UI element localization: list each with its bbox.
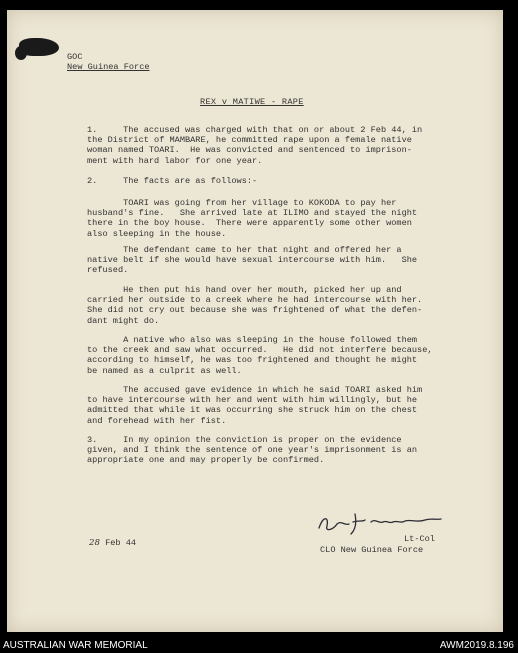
recipient-line-1: GOC <box>67 52 83 62</box>
paragraph-facts-5: The accused gave evidence in which he said TOARI asked him to have intercourse with her and went with him willingly, but he admitted that while it was occurring she struck him on the chest and forehead with her fist. <box>87 385 423 426</box>
archive-institution: AUSTRALIAN WAR MEMORIAL <box>3 640 148 651</box>
date-day-handwritten: 28 <box>89 538 100 548</box>
archive-caption-bar <box>0 638 518 653</box>
signatory-unit: CLO New Guinea Force <box>320 545 424 555</box>
document-title: REX v MATIWE - RAPE <box>200 97 304 107</box>
paragraph-2: 2. The facts are as follows:- <box>87 176 258 186</box>
recipient-address <box>67 52 150 72</box>
date-month-year: Feb 44 <box>99 538 137 548</box>
archive-reference: AWM2019.8.196 <box>439 640 514 651</box>
paragraph-3: 3. In my opinion the conviction is proper on the evidence given, and I think the sentence of one year's imprisonment is an appropriate one and may properly be confirmed. <box>87 435 418 466</box>
paragraph-facts-4: A native who also was sleeping in the house followed them to the creek and saw what occurred. He did not interfere because, according to himself, he was too frightened and thought he might be named as a culprit as well. <box>87 335 433 376</box>
punched-hole-edge <box>15 46 27 60</box>
document-page <box>7 10 503 632</box>
recipient-line-2: New Guinea Force <box>67 62 150 73</box>
signatory-rank: Lt-Col <box>404 534 435 544</box>
document-date <box>89 538 136 548</box>
paragraph-facts-3: He then put his hand over her mouth, picked her up and carried her outside to a creek where he had intercourse with her. She did not cry out because she was frightened of what the defen- dant might do. <box>87 285 423 326</box>
paragraph-facts-1: TOARI was going from her village to KOKODA to pay her husband's fine. She arrived late at ILIMO and stayed the night there in the boy house. There were apparently some other women also sleeping in the house. <box>87 198 418 239</box>
handwritten-signature <box>315 510 445 536</box>
paragraph-facts-2: The defendant came to her that night and offered her a native belt if she would have sexual intercourse with him. She refused. <box>87 245 418 276</box>
paragraph-1: 1. The accused was charged with that on or about 2 Feb 44, in the District of MAMBARE, he committed rape upon a female native woman named TOARI. He was convicted and sentenced to imprison- ment with hard labor for one year. <box>87 125 423 166</box>
